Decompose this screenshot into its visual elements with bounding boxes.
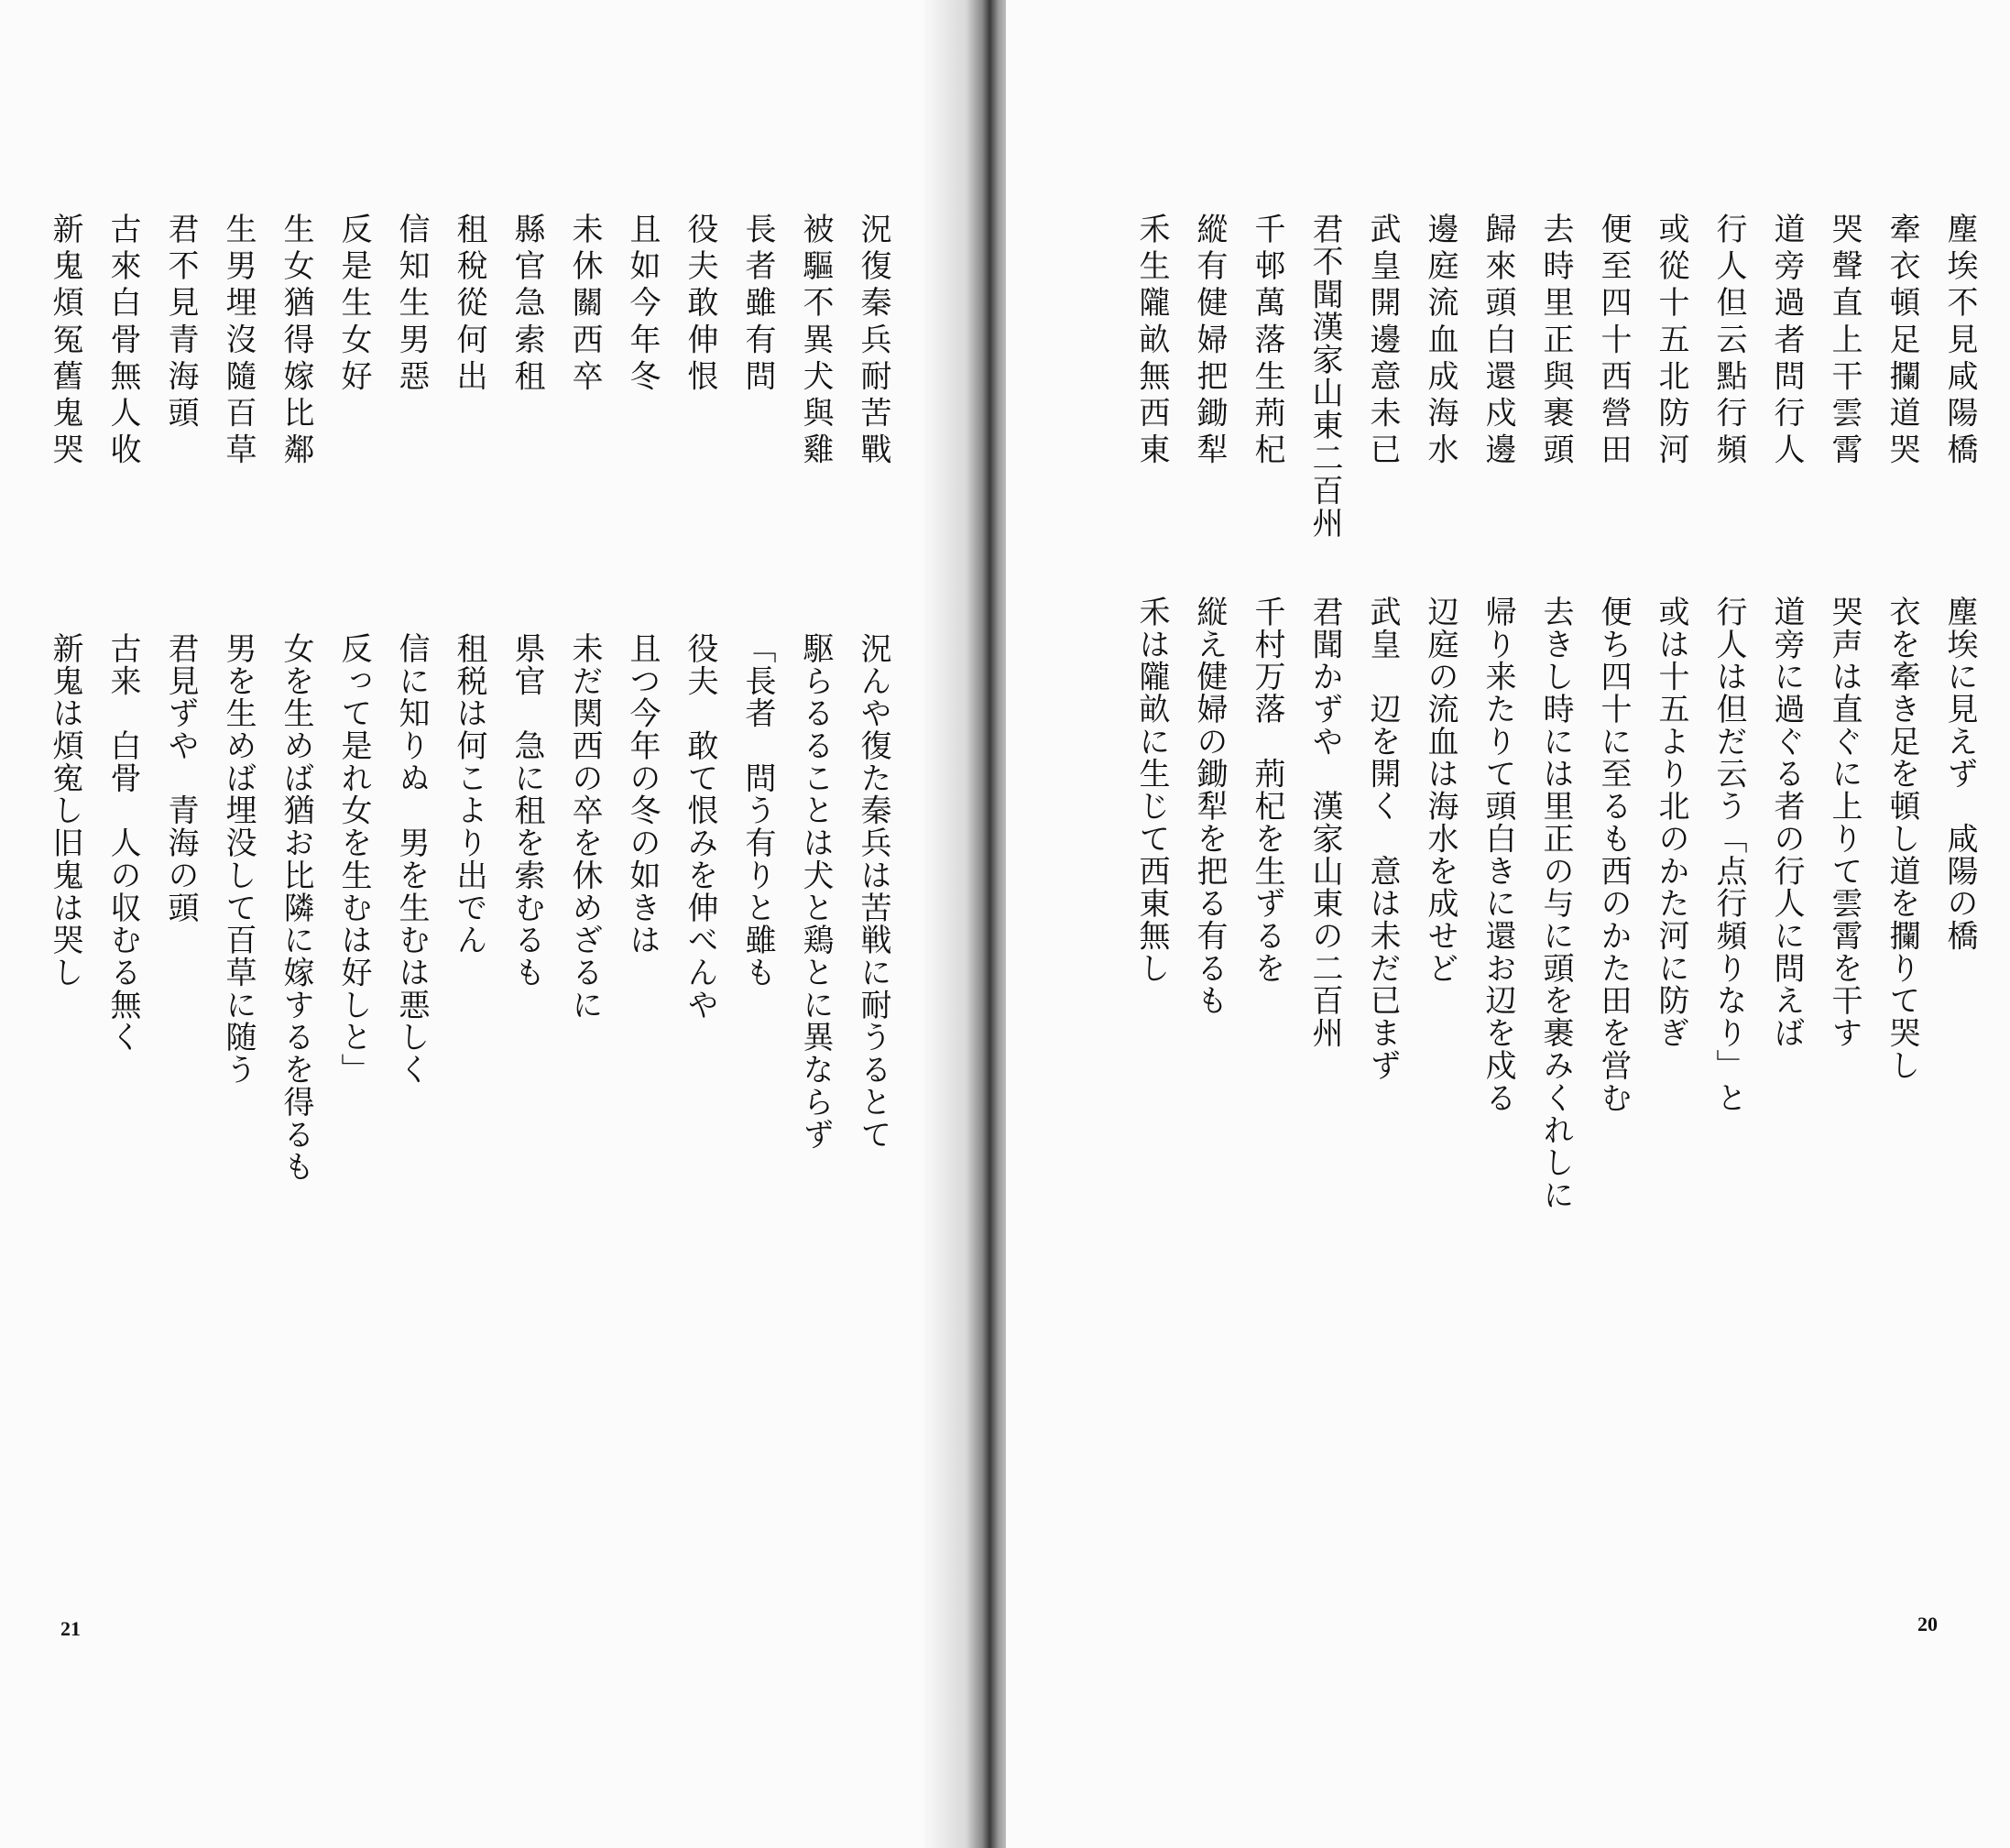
reading-line: 男を生めば埋没して百草に随う [220,632,257,1087]
right-reading-block [1079,596,1995,1292]
verse-line: 千邨萬落生荊杞 [1249,213,1285,470]
verse-line: 歸來頭白還戍邊 [1480,213,1516,470]
verse-line: 被驅不異犬與雞 [797,213,834,470]
reading-line: 女を生めば猶お比隣に嫁するを得るも [278,632,314,1184]
verse-line: 行人但云點行頻 [1710,213,1747,470]
verse-line: 生女猶得嫁比鄰 [278,213,314,470]
verse-line: 縣官急索租 [508,213,545,397]
verse-line: 反是生女好 [335,213,372,397]
reading-line: 或は十五より北のかた河に防ぎ [1653,596,1689,1050]
verse-line: 未休關西卒 [566,213,603,397]
reading-line: 県官 急に租を索むるも [508,632,545,989]
left-page [0,0,973,1848]
reading-line: 縦え健婦の鋤犁を把る有るも [1191,596,1228,1017]
reading-line: 哭声は直ぐに上りて雲霄を干す [1826,596,1863,1050]
verse-line: 道旁過者問行人 [1768,213,1805,470]
verse-line: 哭聲直上干雲霄 [1826,213,1863,470]
verse-line: 塵埃不見咸陽橋 [1941,213,1978,470]
verse-line: 君不見青海頭 [162,213,199,433]
verse-line: 新鬼煩冤舊鬼哭 [47,213,83,470]
reading-line: 新鬼は煩寃し旧鬼は哭し [47,632,83,989]
verse-line: 況復秦兵耐苦戰 [855,213,891,470]
verse-line: 縱有健婦把鋤犁 [1191,213,1228,470]
reading-line: 千村万落 荊杞を生ずるを [1249,596,1285,985]
verse-line: 牽衣頓足攔道哭 [1884,213,1920,470]
verse-line: 且如今年冬 [624,213,661,397]
reading-line: 信に知りぬ 男を生むは悪しく [393,632,430,1087]
verse-line: 信知生男惡 [393,213,430,397]
verse-line: 生男埋沒隨百草 [220,213,257,470]
reading-line: 君見ずや 青海の頭 [162,632,199,924]
right-page [1006,0,2010,1848]
reading-line: 行人は但だ云う「点行頻りなり」と [1710,596,1747,1114]
verse-line: 役夫敢伸恨 [682,213,718,397]
reading-line: 駆らるることは犬と鶏とに異ならず [797,632,834,1151]
reading-line: 古来 白骨 人の収むる無く [104,632,141,1054]
verse-line: 去時里正與裹頭 [1537,213,1574,470]
reading-line: 道旁に過ぐる者の行人に問えば [1768,596,1805,1050]
verse-line: 或從十五北防河 [1653,213,1689,470]
verse-line: 武皇開邊意未已 [1364,213,1401,470]
reading-line: 且つ今年の冬の如きは [624,632,661,957]
reading-line: 禾は隴畝に生じて西東無し [1133,596,1170,985]
reading-line: 衣を牽き足を頓し道を攔りて哭し [1884,596,1920,1082]
right-verse-block [1079,213,1995,579]
reading-line: 未だ関西の卒を休めざるに [566,632,603,1022]
reading-line: 租税は何こより出でん [451,632,487,957]
page-number: 20 [1917,1613,1938,1635]
verse-line: 禾生隴畝無西東 [1133,213,1170,470]
reading-line: 辺庭の流血は海水を成せど [1422,596,1458,985]
reading-line: 況んや復た秦兵は苦戦に耐うるとて [855,632,891,1151]
page-number: 21 [60,1617,81,1640]
reading-line: 帰り来たりて頭白きに還お辺を戍る [1480,596,1516,1114]
verse-line: 便至四十西營田 [1595,213,1632,470]
reading-line: 役夫 敢て恨みを伸べんや [682,632,718,1022]
verse-line: 長者雖有問 [739,213,776,397]
verse-line: 君不聞漢家山東二百州 [1306,213,1343,540]
reading-line: 去きし時には里正の与に頭を裹みくれしに [1537,596,1574,1211]
verse-line: 古來白骨無人收 [104,213,141,470]
reading-line: 武皇 辺を開く 意は未だ已まず [1364,596,1401,1082]
verse-line: 邊庭流血成海水 [1422,213,1458,470]
reading-line: 塵埃に見えず 咸陽の橋 [1941,596,1978,952]
reading-line: 「長者 問う有りと雖も [739,632,776,989]
verse-line: 租稅從何出 [451,213,487,397]
reading-line: 反って是れ女を生むは好しと」 [335,632,372,1087]
reading-line: 便ち四十に至るも西のかた田を営む [1595,596,1632,1114]
left-reading-block [27,632,889,1200]
reading-line: 君聞かずや 漢家山東の二百州 [1306,596,1343,1050]
left-verse-block [27,213,889,542]
